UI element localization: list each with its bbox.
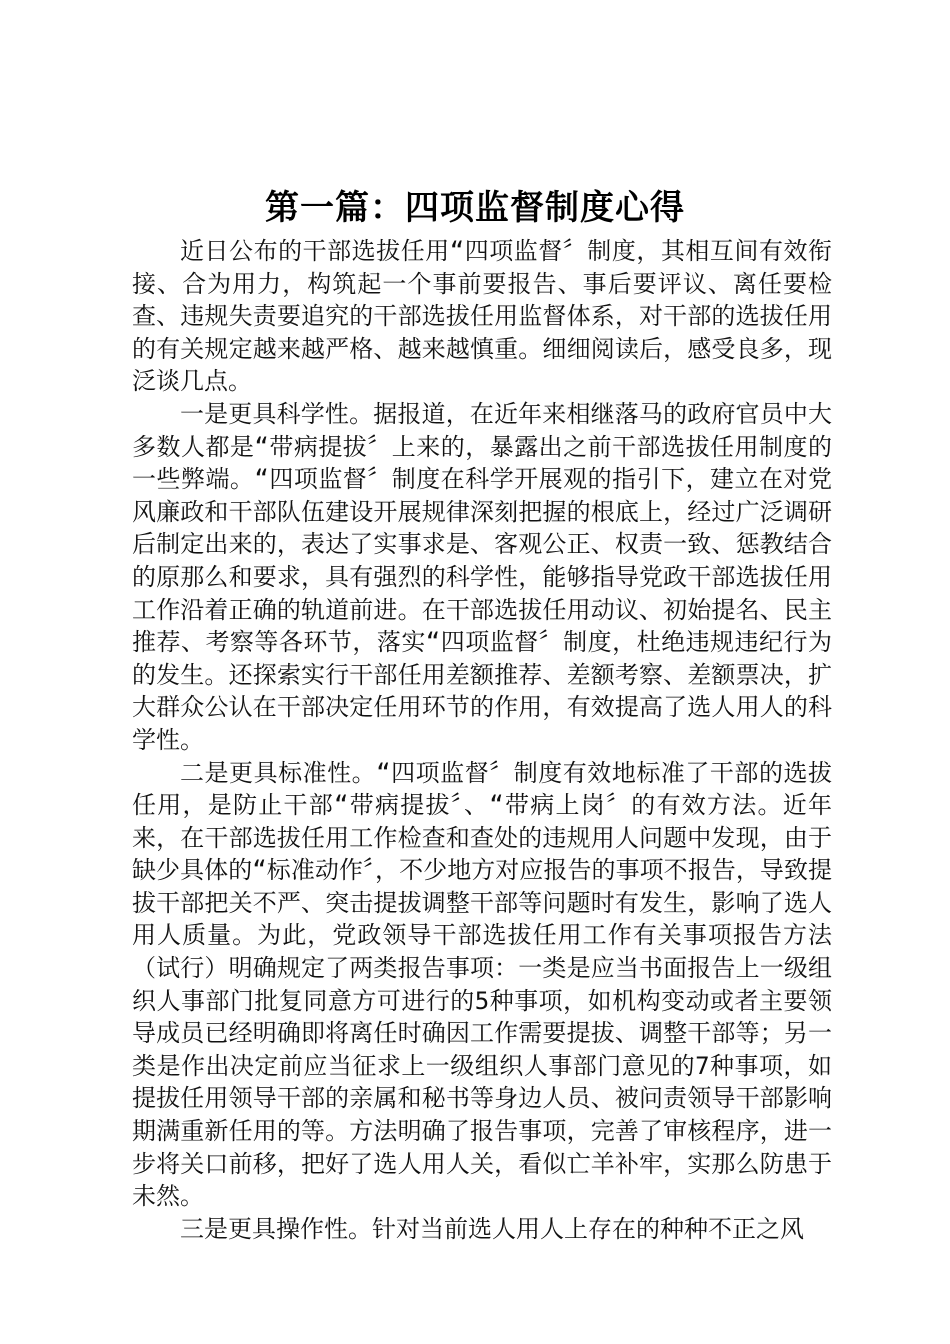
document-title: 第一篇：四项监督制度心得 xyxy=(265,188,685,228)
document-body xyxy=(132,235,832,1245)
paragraph-intro: 近日公布的干部选拔任用“四项监督〞制度，其相互间有效衔接、合为用力，构筑起一个事前要报告、事后要评议、离任要检查、违规失责要追究的干部选拔任用监督体系，对干部的选拔任用的有关规定越来越严格、越来越慎重。细细阅读后，感受良多，现泛谈几点。 xyxy=(132,237,832,396)
paragraph-standard: 二是更具标准性。“四项监督〞制度有效地标准了干部的选拔任用，是防止干部“带病提拔〞、“带病上岗〞的有效方法。近年来，在干部选拔任用工作检查和查处的违规用人问题中发现，由于缺少具体的“标准动作〞，不少地方对应报告的事项不报告，导致提拔干部把关不严、突击提拔调整干部等问题时有发生，影响了选人用人质量。为此，党政领导干部选拔任用工作有关事项报告方法（试行）明确规定了两类报告事项：一类是应当书面报告上一级组织人事部门批复同意方可进行的5种事项，如机构变动或者主要领导成员已经明确即将离任时确因工作需要提拔、调整干部等；另一类是作出决定前应当征求上一级组织人事部门意见的7种事项，如提拔任用领导干部的亲属和秘书等身边人员、被问责领导干部影响期满重新任用的等。方法明确了报告事项，完善了审核程序，进一步将关口前移，把好了选人用人关，看似亡羊补牢，实那么防患于未然。 xyxy=(132,758,832,1211)
paragraph-operability: 三是更具操作性。针对当前选人用人上存在的种种不正之风 xyxy=(180,1214,804,1243)
paragraph-scientific: 一是更具科学性。据报道，在近年来相继落马的政府官员中大多数人都是“带病提拔〞上来的，暴露出之前干部选拔任用制度的一些弊端。“四项监督〞制度在科学开展观的指引下，建立在对党风廉政和干部队伍建设开展规律深刻把握的根底上，经过广泛调研后制定出来的，表达了实事求是、客观公正、权责一致、惩教结合的原那么和要求，具有强烈的科学性，能够指导党政干部选拔任用工作沿着正确的轨道前进。在干部选拔任用动议、初始提名、民主推荐、考察等各环节，落实“四项监督〞制度，杜绝违规违纪行为的发生。还探索实行干部任用差额推荐、差额考察、差额票决，扩大群众公认在干部决定任用环节的作用，有效提高了选人用人的科学性。 xyxy=(132,399,832,754)
